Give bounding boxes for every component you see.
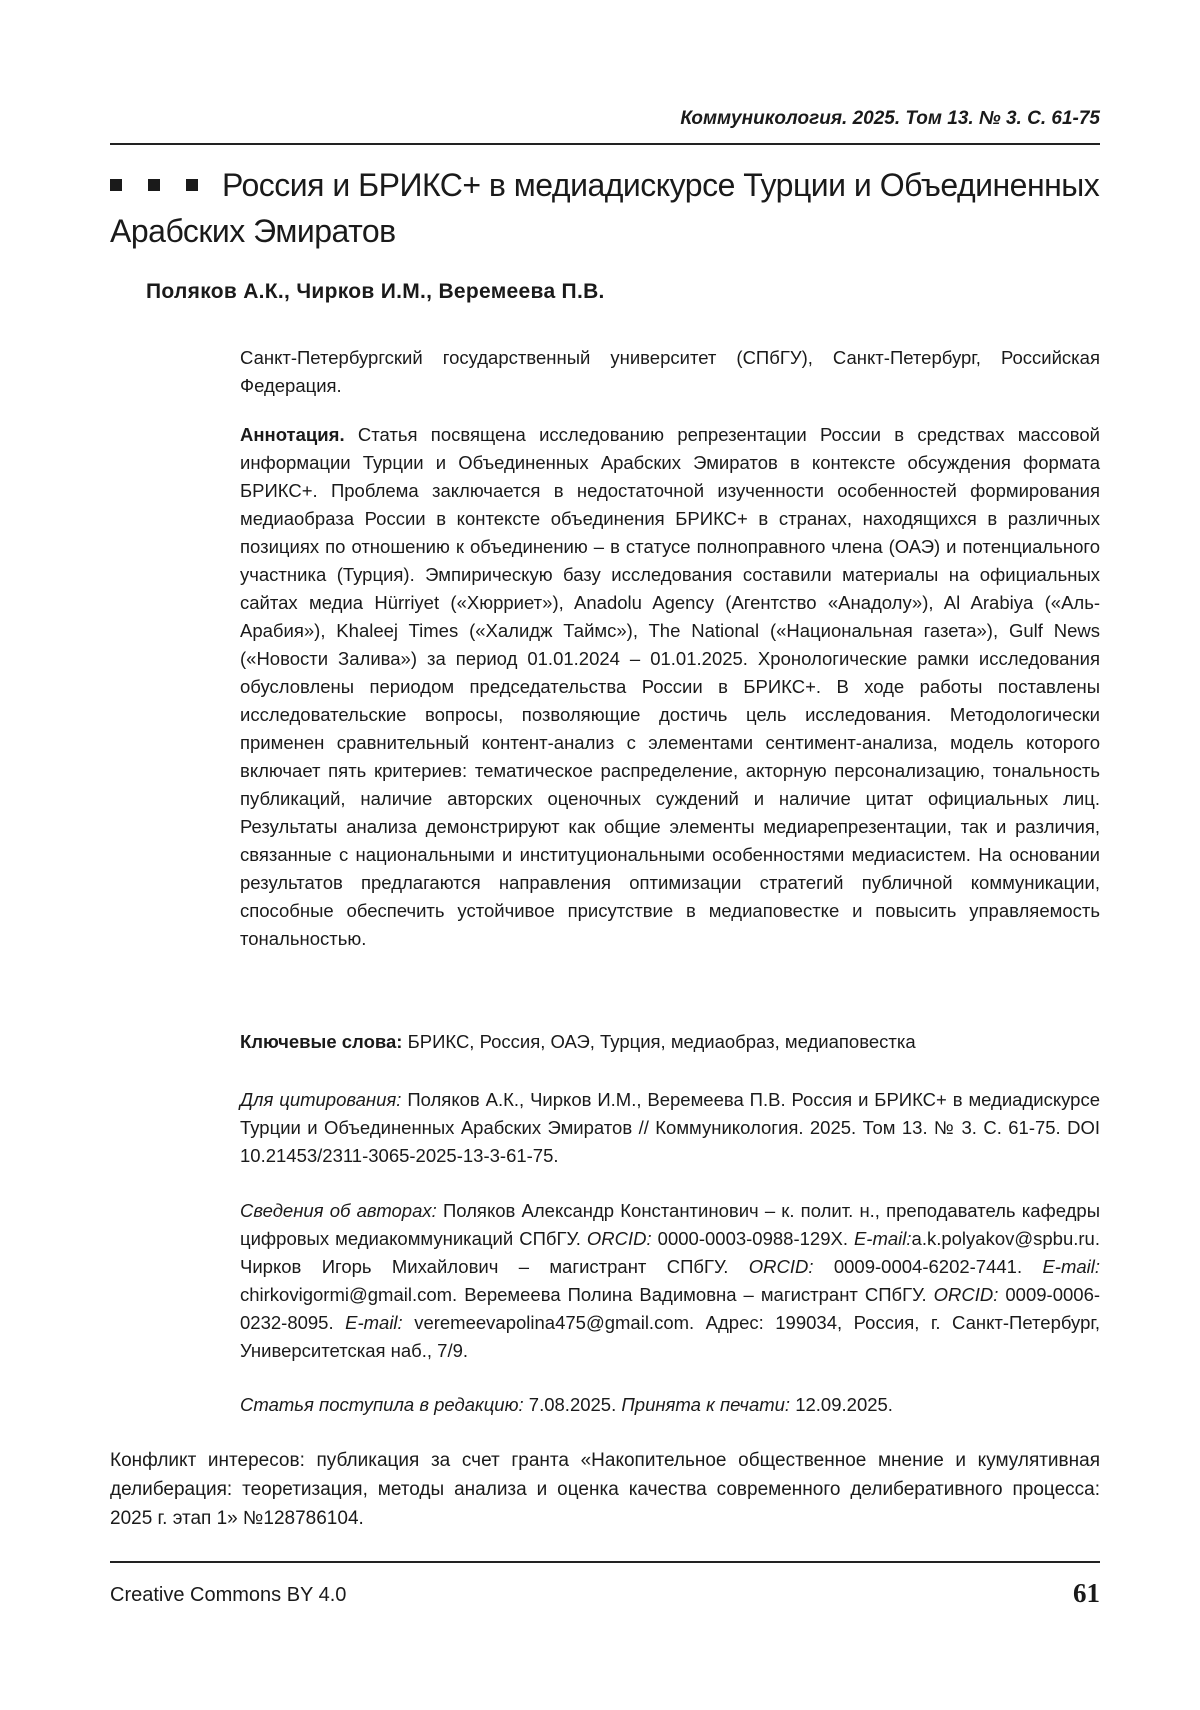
orcid-label: ORCID: [933, 1284, 999, 1305]
author1-text: Поляков Александр Константинович – к. полит. н., преподаватель кафедры цифровых медиакоммуникаций СПбГУ. [240, 1200, 1100, 1249]
abstract-text: Статья посвящена исследованию репрезентации России в средствах массовой информации Турции и Объединенных Арабских Эмиратов в контексте обсуждения формата БРИКС+. Проблема заключается в недостаточной изученности особенностей формирования медиаобраза России в контексте объединения БРИКС+ в странах, находящихся в различных позициях по отношению к объединению – в статусе полноправного члена (ОАЭ) и потенциального участника (Турция). Эмпирическую базу исследования составили материалы на официальных сайтах медиа Hürriyet («Хюрриет»), Anadolu Agency (Агентство «Анадолу»), Al Arabiya («Аль-Арабия»), Khaleej Times («Халидж Таймс»), The National («Национальная газета»), Gulf News («Новости Залива») за период 01.01.2024 – 01.01.2025. Хронологические рамки исследования обусловлены периодом председательства России в БРИКС+. В ходе работы поставлены исследовательские вопросы, позволяющие достичь цель исследования. Методологически применен сравнительный контент-анализ с элементами сентимент-анализа, модель которого включает пять критериев: тематическое распределение, акторную персонализацию, тональность публикаций, наличие авторских оценочных суждений и наличие цитат официальных лиц. Результаты анализа демонстрируют как общие элементы медиарепрезентации, так и различия, связанные с национальными и институциональными особенностями медиасистем. На основании результатов предлагаются направления оптимизации стратегий публичной коммуникации, способные обеспечить устойчивое присутствие в медиаповестке и повысить управляемость тональностью. [240, 424, 1100, 949]
accepted-label: Принята к печати: [621, 1394, 791, 1415]
abstract [240, 421, 1100, 953]
author1-orcid: 0000-0003-0988-129X. [657, 1228, 848, 1249]
header-rule [110, 143, 1100, 145]
footer-rule [110, 1561, 1100, 1563]
article-authors: Поляков А.К., Чирков И.М., Веремеева П.В. [146, 280, 605, 303]
running-head: Коммуникология. 2025. Том 13. № 3. С. 61-75 [680, 108, 1100, 129]
received-date: 7.08.2025. [528, 1394, 617, 1415]
article-title-text: Россия и БРИКС+ в медиадискурсе Турции и Объединенных Арабских Эмиратов [110, 167, 1100, 249]
title-bullets [110, 162, 212, 208]
orcid-label: ORCID: [586, 1228, 652, 1249]
keywords-label: Ключевые слова: [240, 1031, 403, 1052]
address: Адрес: 199034, Россия, г. Санкт-Петербург, Университетская наб., 7/9. [240, 1312, 1101, 1361]
email-label: E-mail: [1042, 1256, 1100, 1277]
keywords-text: БРИКС, Россия, ОАЭ, Турция, медиаобраз, медиаповестка [407, 1031, 916, 1052]
keywords [240, 1028, 1100, 1056]
orcid-label: ORCID: [748, 1256, 814, 1277]
bullet-square-icon [148, 179, 160, 191]
email-label: E-mail: [853, 1228, 912, 1249]
page-number: 61 [1073, 1578, 1100, 1608]
citation-text: Поляков А.К., Чирков И.М., Веремеева П.В. Россия и БРИКС+ в медиадискурсе Турции и Объединенных Арабских Эмиратов // Коммуникология. 2025. Том 13. № 3. С. 61-75. DOI 10.21453/2311-3065-2025-13-3-61-75. [240, 1089, 1101, 1166]
author3-email: veremeevapolina475@gmail.com. [414, 1312, 695, 1333]
citation-label: Для цитирования: [240, 1089, 402, 1110]
bullet-square-icon [186, 179, 198, 191]
citation [240, 1086, 1100, 1170]
author2-email: chirkovigormi@gmail.com. [240, 1284, 458, 1305]
author3-orcid: 0009-0006-0232-8095. [240, 1284, 1101, 1333]
authors-info-label: Сведения об авторах: [240, 1200, 437, 1221]
conflict-of-interest: Конфликт интересов: публикация за счет гранта «Накопительное общественное мнение и кумулятивная делиберация: теоретизация, методы анализа и оценка качества современного делиберативного процесса: 2025 г. этап 1» №128786104. [110, 1450, 1100, 1529]
license: Creative Commons BY 4.0 [110, 1584, 347, 1606]
author2-text: Чирков Игорь Михайлович – магистрант СПбГУ. [240, 1256, 729, 1277]
authors-info [240, 1197, 1100, 1365]
author2-orcid: 0009-0004-6202-7441. [833, 1256, 1023, 1277]
received-label: Статья поступила в редакцию: [240, 1394, 524, 1415]
bullet-square-icon [110, 179, 122, 191]
email-label: E-mail: [345, 1312, 403, 1333]
accepted-date: 12.09.2025. [795, 1394, 893, 1415]
submission-dates [240, 1391, 1100, 1419]
article-title [110, 162, 1100, 254]
affiliation: Санкт-Петербургский государственный университет (СПбГУ), Санкт-Петербург, Российская Федерация. [240, 347, 1100, 396]
author3-text: Веремеева Полина Вадимовна – магистрант СПбГУ. [464, 1284, 927, 1305]
author1-email: a.k.polyakov@spbu.ru. [911, 1228, 1100, 1249]
abstract-label: Аннотация. [240, 424, 345, 445]
